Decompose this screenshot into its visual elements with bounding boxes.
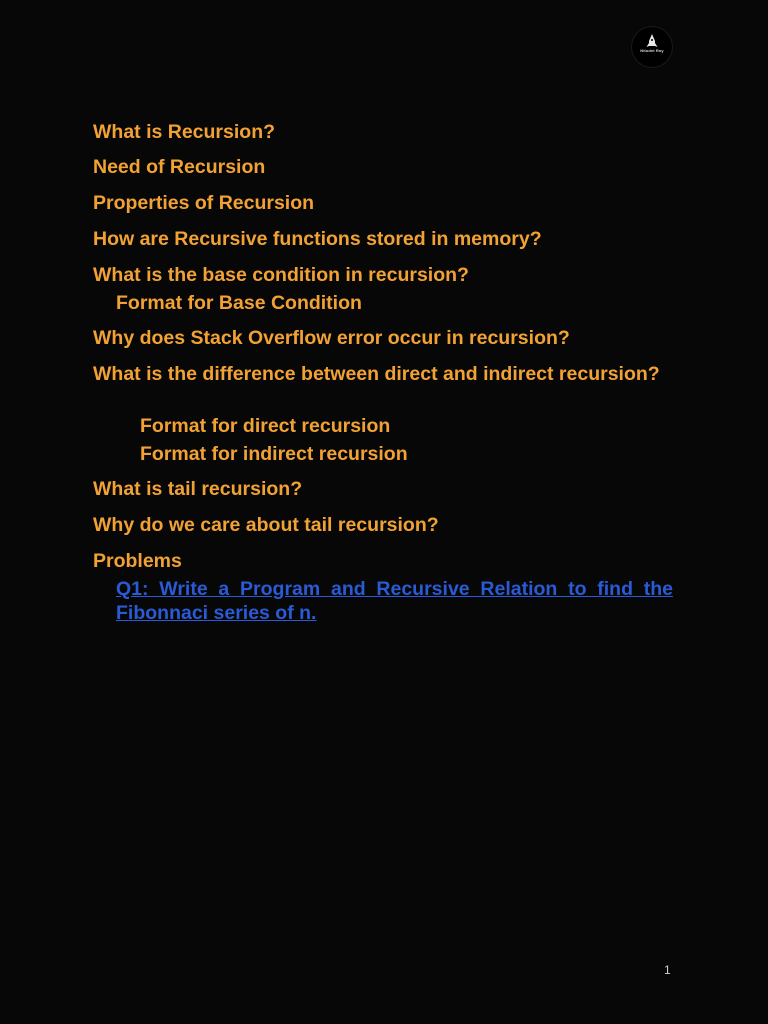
- toc-problems[interactable]: Problems: [93, 550, 182, 572]
- toc-format-base-condition[interactable]: Format for Base Condition: [116, 292, 362, 314]
- toc-base-condition[interactable]: What is the base condition in recursion?: [93, 264, 469, 286]
- toc-direct-vs-indirect[interactable]: What is the difference between direct and indirect recursion?: [93, 363, 660, 385]
- toc-need-of-recursion[interactable]: Need of Recursion: [93, 156, 266, 178]
- toc-tail-recursion[interactable]: What is tail recursion?: [93, 478, 303, 500]
- page-number: 1: [664, 963, 671, 977]
- toc-format-indirect-recursion[interactable]: Format for indirect recursion: [140, 443, 408, 465]
- toc-properties-of-recursion[interactable]: Properties of Recursion: [93, 192, 315, 214]
- toc-why-care-tail-recursion[interactable]: Why do we care about tail recursion?: [93, 514, 439, 536]
- logo-text: Nitudet Roy: [640, 48, 664, 53]
- rocket-icon: [632, 27, 672, 67]
- toc-stack-overflow[interactable]: Why does Stack Overflow error occur in recursion?: [93, 327, 570, 349]
- author-logo: [632, 27, 672, 67]
- toc-q1-fibonacci-link[interactable]: Q1: Write a Program and Recursive Relation to find the Fibonnaci series of n.: [116, 578, 673, 624]
- toc-format-direct-recursion[interactable]: Format for direct recursion: [140, 415, 391, 437]
- toc-recursive-functions-memory[interactable]: How are Recursive functions stored in memory?: [93, 228, 542, 250]
- toc-what-is-recursion[interactable]: What is Recursion?: [93, 121, 276, 143]
